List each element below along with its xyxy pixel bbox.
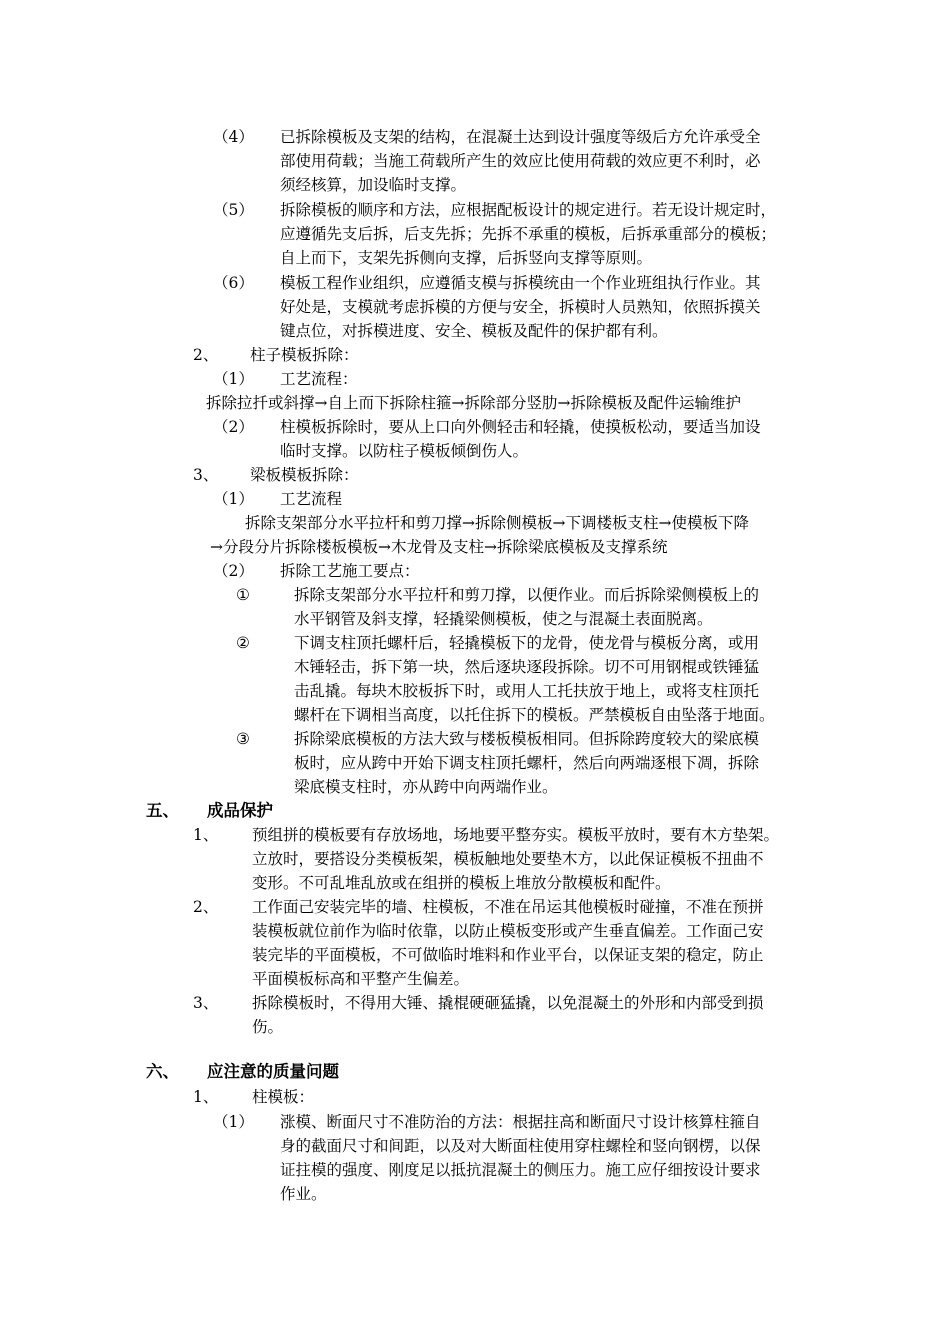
paragraph-line: 已拆除模板及支架的结构，在混凝土达到设计强度等级后方允许承受全 [280,128,761,146]
paragraph-line: 梁底模支柱时，亦从跨中向两端作业。 [294,778,558,796]
circled-number: ② [236,634,250,652]
section-number: 五、 [146,801,179,820]
process-flow: →分段分片拆除楼板模板→木龙骨及支柱→拆除梁底模板及支撑系统 [210,538,668,556]
circled-number: ① [236,586,250,604]
item-number: （1） [213,1113,254,1131]
list-number: 3、 [193,994,219,1012]
item-number: （6） [213,274,254,292]
paragraph-line: 应遵循先支后拆，后支先拆；先拆不承重的模板，后拆承重部分的模板； [280,225,777,243]
item-number: （4） [213,128,254,146]
paragraph-line: 身的截面尺寸和间距，以及对大断面柱使用穿柱螺栓和竖向钢楞，以保 [280,1137,761,1155]
subsection-title: 梁板模板拆除： [250,466,359,484]
paragraph-line: 拆除模板的顺序和方法，应根据配板设计的规定进行。若无设计规定时， [280,201,777,219]
list-number: 1、 [193,1088,219,1106]
section-title: 成品保护 [207,801,273,820]
circled-number: ③ [236,730,250,748]
paragraph-line: 水平钢管及斜支撑，轻撬梁侧模板，使之与混凝土表面脱离。 [294,610,713,628]
paragraph-line: 预组拼的模板要有存放场地，场地要平整夯实。模板平放时，要有木方垫架。 [252,826,780,844]
section-title: 应注意的质量问题 [207,1062,339,1081]
paragraph-line: 须经核算，加设临时支撑。 [280,176,467,194]
subsection-title: 柱模板： [252,1088,315,1106]
paragraph-line: 柱模板拆除时，要从上口向外侧轻击和轻撬，使摸板松动，要适当加设 [280,418,761,436]
item-title: 拆除工艺施工要点： [280,562,420,580]
paragraph-line: 拆除梁底模板的方法大致与楼板模板相同。但拆除跨度较大的梁底模 [294,730,760,748]
paragraph-line: 变形。不可乱堆乱放或在组拼的模板上堆放分散模板和配件。 [252,874,671,892]
paragraph-line: 拆除支架部分水平拉杆和剪刀撑，以便作业。而后拆除梁侧模板上的 [294,586,760,604]
subsection-title: 柱子模板拆除： [250,346,359,364]
section-number: 六、 [146,1062,179,1081]
paragraph-line: 拆除模板时，不得用大锤、撬棍硬砸猛撬，以免混凝土的外形和内部受到损 [252,994,764,1012]
paragraph-line: 作业。 [280,1185,327,1203]
paragraph-line: 木锤轻击，拆下第一块，然后逐块逐段拆除。切不可用钢棍或铁锤猛 [294,658,760,676]
process-flow: 拆除支架部分水平拉杆和剪刀撑→拆除侧模板→下调楼板支柱→使模板下降 [245,514,749,532]
paragraph-line: 模板工程作业组织，应遵循支模与拆模统由一个作业班组执行作业。其 [280,274,761,292]
paragraph-line: 下调支柱顶托螺杆后，轻撬模板下的龙骨，使龙骨与模板分离，或用 [294,634,760,652]
paragraph-line: 立放时，要搭设分类模板架，模板触地处要垫木方，以此保证模板不扭曲不 [252,850,764,868]
paragraph-line: 装模板就位前作为临时依靠，以防止模板变形或产生垂直偏差。工作面己安 [252,922,764,940]
paragraph-line: 好处是，支模就考虑拆模的方便与安全，拆模时人员熟知，依照拆摸关 [280,298,761,316]
item-title: 工艺流程 [280,490,343,508]
paragraph-line: 板时，应从跨中开始下调支柱顶托螺杆，然后向两端逐根下凋，拆除 [294,754,760,772]
item-number: （1） [213,370,254,388]
list-number: 1、 [193,826,219,844]
paragraph-line: 自上而下，支架先拆侧向支撑，后拆竖向支撑等原则。 [280,249,653,267]
paragraph-line: 伤。 [252,1018,284,1036]
item-number: （2） [213,562,254,580]
item-number: （1） [213,490,254,508]
paragraph-line: 证拄模的强度、刚度足以抵抗混凝土的侧压力。施工应仔细按设计要求 [280,1161,761,1179]
paragraph-line: 临时支撑。以防柱子模板倾倒伤人。 [280,442,529,460]
paragraph-line: 键点位，对拆模进度、安全、模板及配件的保护都有利。 [280,322,668,340]
subsection-number: 3、 [193,466,219,484]
list-number: 2、 [193,898,219,916]
item-number: （5） [213,201,254,219]
subsection-number: 2、 [193,346,219,364]
paragraph-line: 螺杆在下调相当高度，以托住拆下的模板。严禁模板自由坠落于地面。 [294,706,775,724]
paragraph-line: 部使用荷载；当施工荷载所产生的效应比使用荷载的效应更不利时，必 [280,152,761,170]
paragraph-line: 工作面己安装完毕的墙、柱模板，不准在吊运其他模板时碰撞，不准在预拼 [252,898,764,916]
paragraph-line: 装完毕的平面模板，不可做临时堆料和作业平台，以保证支架的稳定，防止 [252,946,764,964]
item-title: 工艺流程： [280,370,358,388]
paragraph-line: 平面模板标高和平整产生偏差。 [252,970,470,988]
process-flow: 拆除拉扦或斜撑→自上而下拆除柱箍→拆除部分竖肋→拆除模板及配件运输维护 [206,394,741,412]
item-number: （2） [213,418,254,436]
paragraph-line: 涨模、断面尺寸不准防治的方法：根据拄高和断面尺寸设计核算柱箍自 [280,1113,761,1131]
paragraph-line: 击乱撬。每块木胶板拆下时，或用人工托扶放于地上，或将支柱顶托 [294,682,760,700]
